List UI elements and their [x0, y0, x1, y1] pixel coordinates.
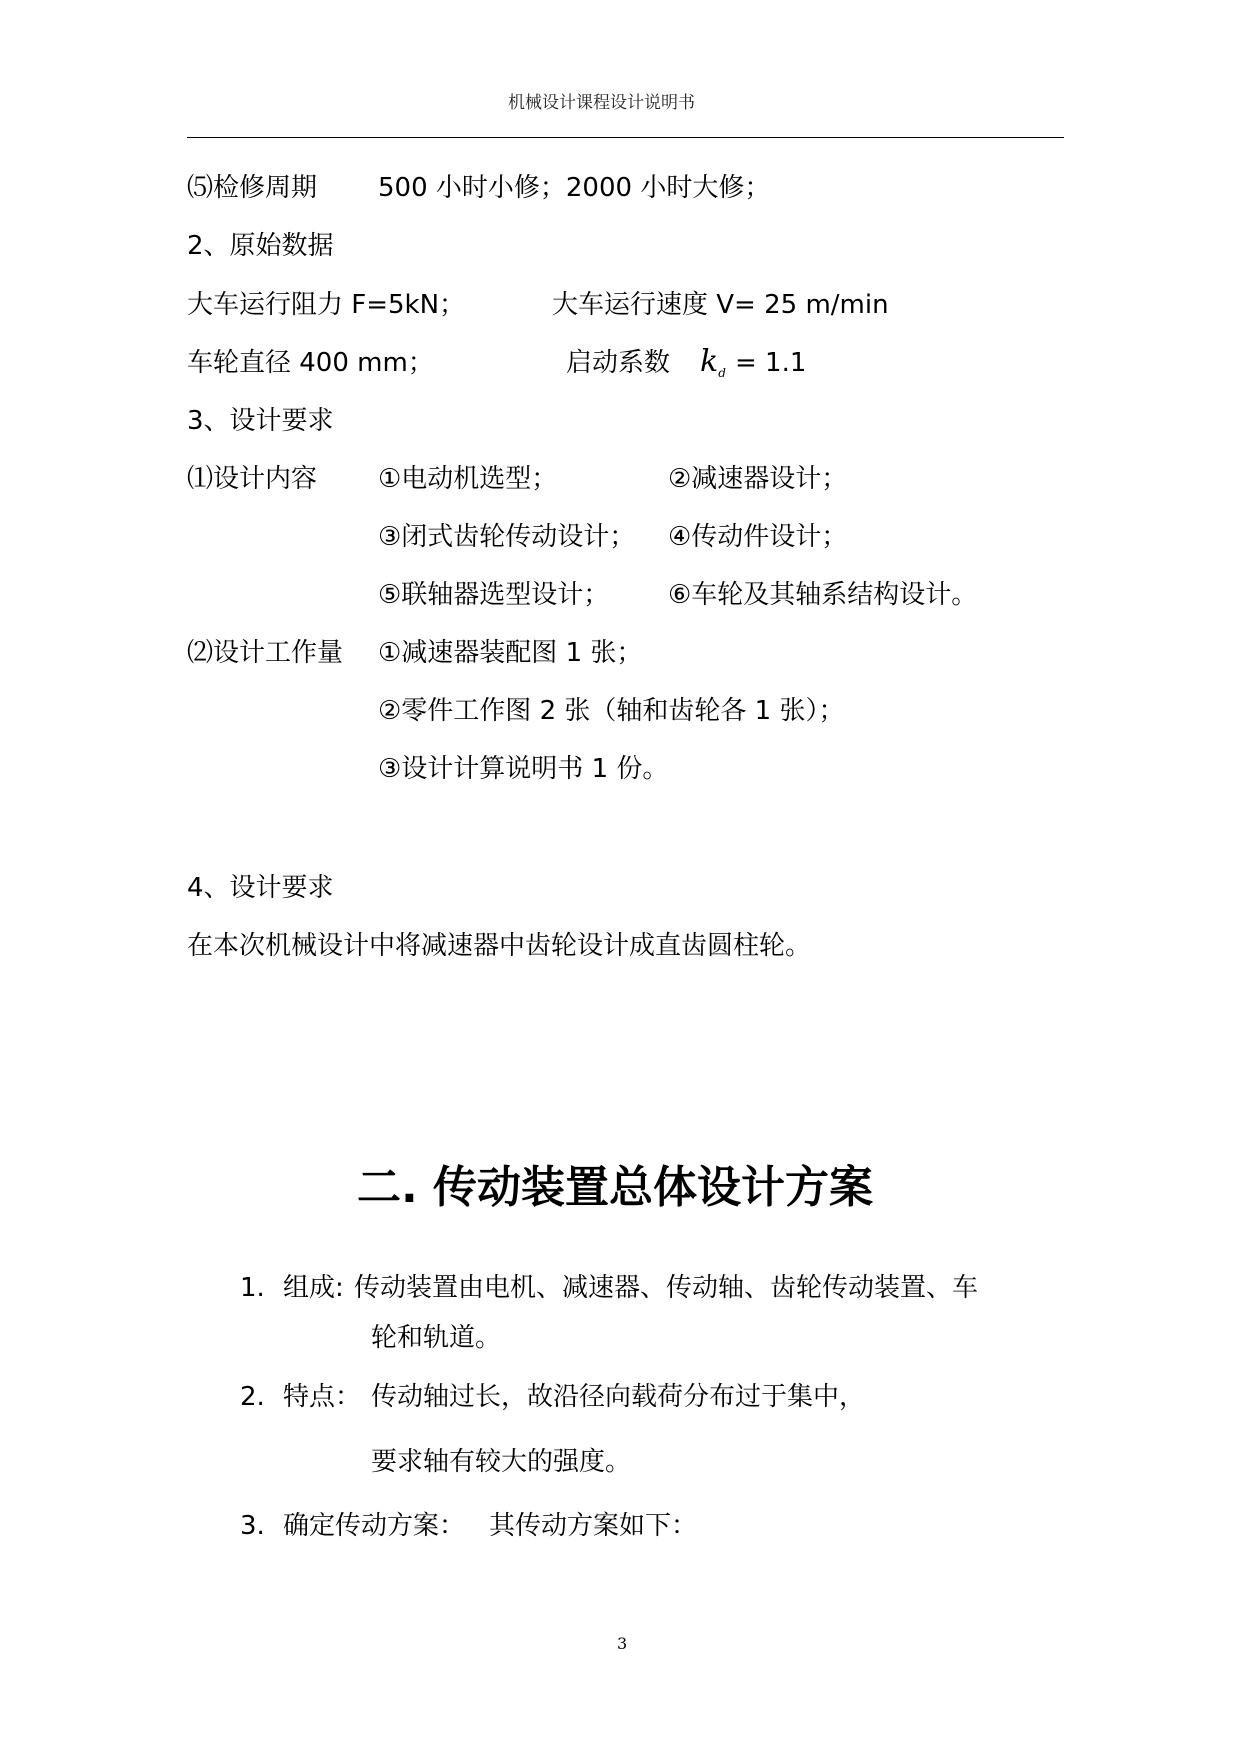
workload-item: ③设计计算说明书 1 份。 [378, 754, 669, 784]
design-content-item: ③闭式齿轮传动设计； [378, 522, 636, 552]
maintenance-label: ⑸检修周期 [187, 173, 318, 203]
item-number: 1. [240, 1273, 265, 1303]
item-number: 3. [240, 1511, 265, 1541]
item-text-continued: 要求轴有较大的强度。 [371, 1447, 632, 1477]
wheel-diameter: 车轮直径 400 mm； [187, 348, 434, 378]
item-label: 组成: [283, 1273, 344, 1303]
design-content-label: ⑴设计内容 [187, 464, 318, 494]
workload-item: ②零件工作图 2 张（轴和齿轮各 1 张）； [378, 696, 845, 726]
item-text: 其传动方案如下： [489, 1511, 698, 1541]
running-speed: 大车运行速度 V= 25 m/min [552, 290, 889, 320]
req4-text: 在本次机械设计中将减速器中齿轮设计成直齿圆柱轮。 [187, 931, 812, 961]
item-text: 传动轴过长，故沿径向载荷分布过于集中， [371, 1382, 866, 1412]
req4-heading: 4、设计要求 [187, 873, 334, 903]
item-label: 特点： [283, 1382, 362, 1412]
section-title: 二. 传动装置总体设计方案 [357, 1162, 874, 1213]
start-coef-k: k [700, 344, 719, 379]
page-header-title: 机械设计课程设计说明书 [508, 93, 695, 113]
maintenance-value: 500 小时小修；2000 小时大修； [378, 173, 771, 203]
item-label: 确定传动方案： [283, 1511, 466, 1541]
page-number: 3 [617, 1634, 628, 1653]
design-content-item: ②减速器设计； [668, 464, 848, 494]
design-content-item: ⑤联轴器选型设计； [378, 580, 610, 610]
design-content-item: ⑥车轮及其轴系结构设计。 [668, 580, 978, 610]
design-content-item: ①电动机选型； [378, 464, 558, 494]
workload-item: ①减速器装配图 1 张； [378, 638, 643, 668]
start-coef-symbol [700, 344, 726, 380]
workload-label: ⑵设计工作量 [187, 638, 344, 668]
header-rule [187, 137, 1064, 138]
start-coef-label: 启动系数 [566, 348, 671, 378]
raw-data-heading: 2、原始数据 [187, 231, 334, 261]
start-coef-subscript: d [718, 366, 726, 380]
item-number: 2. [240, 1382, 265, 1412]
requirements-heading: 3、设计要求 [187, 406, 334, 436]
running-resistance: 大车运行阻力 F=5kN； [187, 290, 466, 320]
start-coef-value: = 1.1 [735, 348, 807, 378]
item-text-continued: 轮和轨道。 [371, 1323, 502, 1353]
design-content-item: ④传动件设计； [668, 522, 848, 552]
item-text: 传动装置由电机、减速器、传动轴、齿轮传动装置、车 [354, 1273, 979, 1303]
